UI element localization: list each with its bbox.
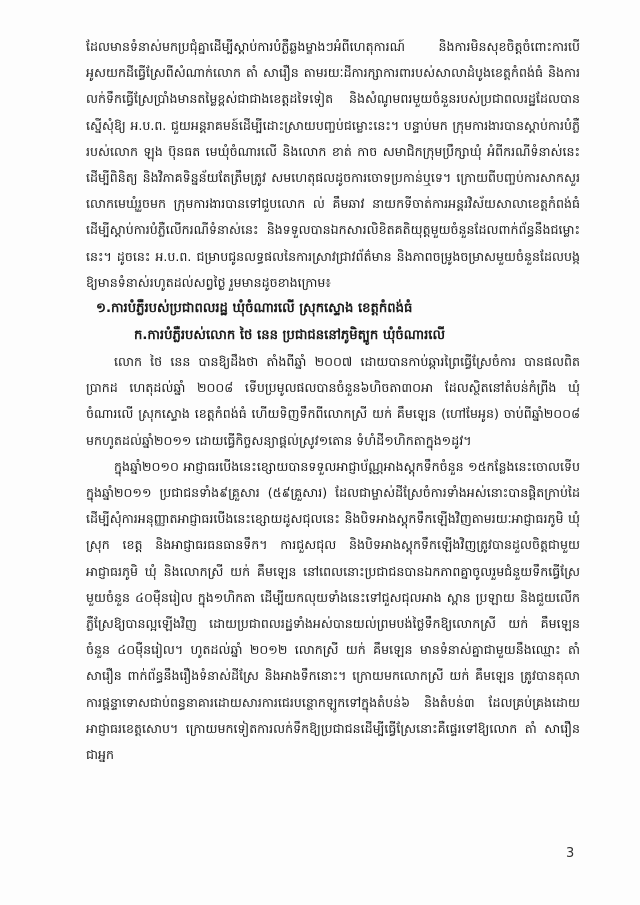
subsection-heading-1a: ក.ការបំភ្លឺរបស់លោក ថៃ នេន ប្រជាជននៅភូមិត្បូក ឃុំចំណារលើ <box>134 327 446 343</box>
paragraph-2010-events: ក្នុងឆ្នាំ២០១០ អាជ្ញាធរបើងនេះខ្សោយបានទទួលអាជ្ញាប័ណ្ណអាងស្តុកទឹកចំនួន ១៥កន្លែងនេះចោលទើបក្នុងឆ្នាំ២០១១ ប្រជាជនទាំង៩គ្រួសារ (៥៩គ្រួសារ) ដែលជាម្ចាស់ដីស្រែចំការទាំងអស់នោះបានផ្តិតក្រាប់ដៃដើម្បីសុំការអនុញ្ញាតអាជ្ញាធរបើងនេះខ្សោយដូសជុលនេះ និងបិទអាងស្តុកទឹកឡើងវិញតាមរយៈអាជ្ញាធរភូមិ ឃុំ ស្រុក ខេត្ត និងអាជ្ញាធរធនធានទឹក។ ការជួសជុល និងបិទអាងស្តុកទឹកឡើងវិញត្រូវបានដួលចិត្តជាមួយអាជ្ញាធរភូមិ ឃុំ និងលោកស្រី យក់ គឹមឡេន នៅពេលនោះប្រជាជនបានឯកភាពគ្នាចូលរួមជំនួយទឹកធ្វើស្រែមួយចំនួន ៤០ម៉ឺនរៀល ក្នុង១ហិកតា ដើម្បីយកលុយទាំងនេះទៅជួសជុលអាង ស្ពាន ប្រឡាយ និងជួយលើកភ្លឺស្រែឱ្យបានល្អឡើងវិញ ដោយប្រជាពលរដ្ឋទាំងអស់បានយល់ព្រមបង់ថ្លៃទឹកឱ្យលោកស្រី យក់ គឹមឡេន ចំនួន ៤០ម៉ឺនរៀល។ ហូតដល់ឆ្នាំ ២០១២ លោកស្រី យក់ គឹមឡេន មានទំនាស់គ្នាជាមួយនឹងឈ្មោះ តាំ សារឿន ពាក់ព័ន្ធនឹងរឿងទំនាស់ដីស្រែ និងអាងទឹកនោះ។ ក្រោយមកលោកស្រី យក់ គឹមឡេន ត្រូវបានតុលាការផ្តន្ទាទោសជាប់ពន្ធនាគារដោយសារការជេរបន្ថោកឡូកទៅក្នុងតំបន់៦ និងតំបន់៣ ដែលគ្រប់គ្រងដោយអាជ្ញាធរខេត្តសោប។ ក្រោយមកទៀតការលក់ទឹកឱ្យប្រជាជនដើម្បីធ្វើស្រែនោះគឺផ្ទេរទៅឱ្យលោក តាំ សារឿន ជាអ្នក <box>86 458 580 763</box>
paragraph-thai-nen: លោក ថៃ នេន បានឱ្យដឹងថា តាំងពីឆ្នាំ ២០០៧ ដោយបានកាប់ឆ្ការព្រៃធ្វើស្រែចំការ បានផលពិតប្រាកដ ហេតុដល់ឆ្នាំ ២០០៨ ទើបប្រមូលផលបានចំនួន៦ហិចតា៣០អា ដែលស្ថិតនៅតំបន់កំព្រីង ឃុំចំណារលើ ស្រុកស្ទោង ខេត្តកំពង់ធំ ហើយទិញទឹកពីលោកស្រី យក់ គឹមឡេន (ហៅមែអូន) ចាប់ពីឆ្នាំ២០០៨ មកហូតដល់ឆ្នាំ២០១១ ដោយធ្វើកិច្ចសន្យាផ្តល់ស្រូវ១តោន ទំហំដី១ហិកតាក្នុង១ដូវ។ <box>86 354 580 448</box>
section-heading-1: ១.ការបំភ្លឺរបស់ប្រជាពលរដ្ឋ ឃុំចំណារលើ ស្រុកស្ទោង ខេត្តកំពង់ធំ <box>96 301 413 317</box>
intro-paragraph: ដែលមានទំនាស់មកប្រជុំគ្នាដើម្បីស្តាប់ការបំភ្លឺឆ្លងម្ខាងៗអំពីហេតុការណ៍ និងការមិនសុខចិត្តចំពោះការបើអូសយកដីធ្វើស្រែពីសំណាក់លោក តាំ សារឿន តាមរយៈដីការក្សាការពារបស់សាលាដំបូងខេត្តកំពង់ធំ និងការលក់ទឹកធ្វើស្រែប្រាំងមានតម្លៃខ្ពស់ជាជាងខេត្តដទៃទៀត និងសំណូមពរមួយចំនួនរបស់ប្រជាពលរដ្ឋដែលបានស្នើសុំឱ្យ អ.ប.ព. ជួយអន្តរាគមន៍ដើម្បីដោះស្រាយបញ្ចប់ជម្លោះនេះ។ បន្ទាប់មក ក្រុមការងារបានស្តាប់ការបំភ្លឺរបស់លោក ឡុង ប៊ុនធត មេឃុំចំណារលើ និងលោក ខាត់ កាច សមាជិកក្រុមប្រឹក្សាឃុំ អំពីករណីទំនាស់នេះដើម្បីពិនិត្យ និងវិភាគទិន្នន័យតែត្រឹមត្រូវ សមហេតុផលដូចការចោទប្រកាន់ឬទេ។ ក្រោយពីបញ្ចប់ការសាកសួរលោកមេឃុំរួចមក ក្រុមការងារបានទៅជួបលោក ល់ គឹមឆាវ នាយកទីចាត់ការអន្តរវិស័យសាលាខេត្តកំពង់ធំ ដើម្បីស្តាប់ការបំភ្លឺលើករណីទំនាស់នេះ និងទទួលបានឯកសារលិខិតគតិយុត្តមួយចំនួនដែលពាក់ព័ន្ធនឹងជម្លោះនេះ។ ដូចនេះ អ.ប.ព. ជម្រាបជូនលទ្ធផលនៃការស្រាវជ្រាវព័ត៌មាន និងភាពចម្រូងចម្រាសមួយចំនួនដែលបង្កឱ្យមានទំនាស់រហូតដល់សព្វថ្ងៃ រួមមានដូចខាងក្រោម៖ <box>86 39 580 290</box>
page-number: 3 <box>566 846 575 861</box>
document-body <box>86 34 580 768</box>
